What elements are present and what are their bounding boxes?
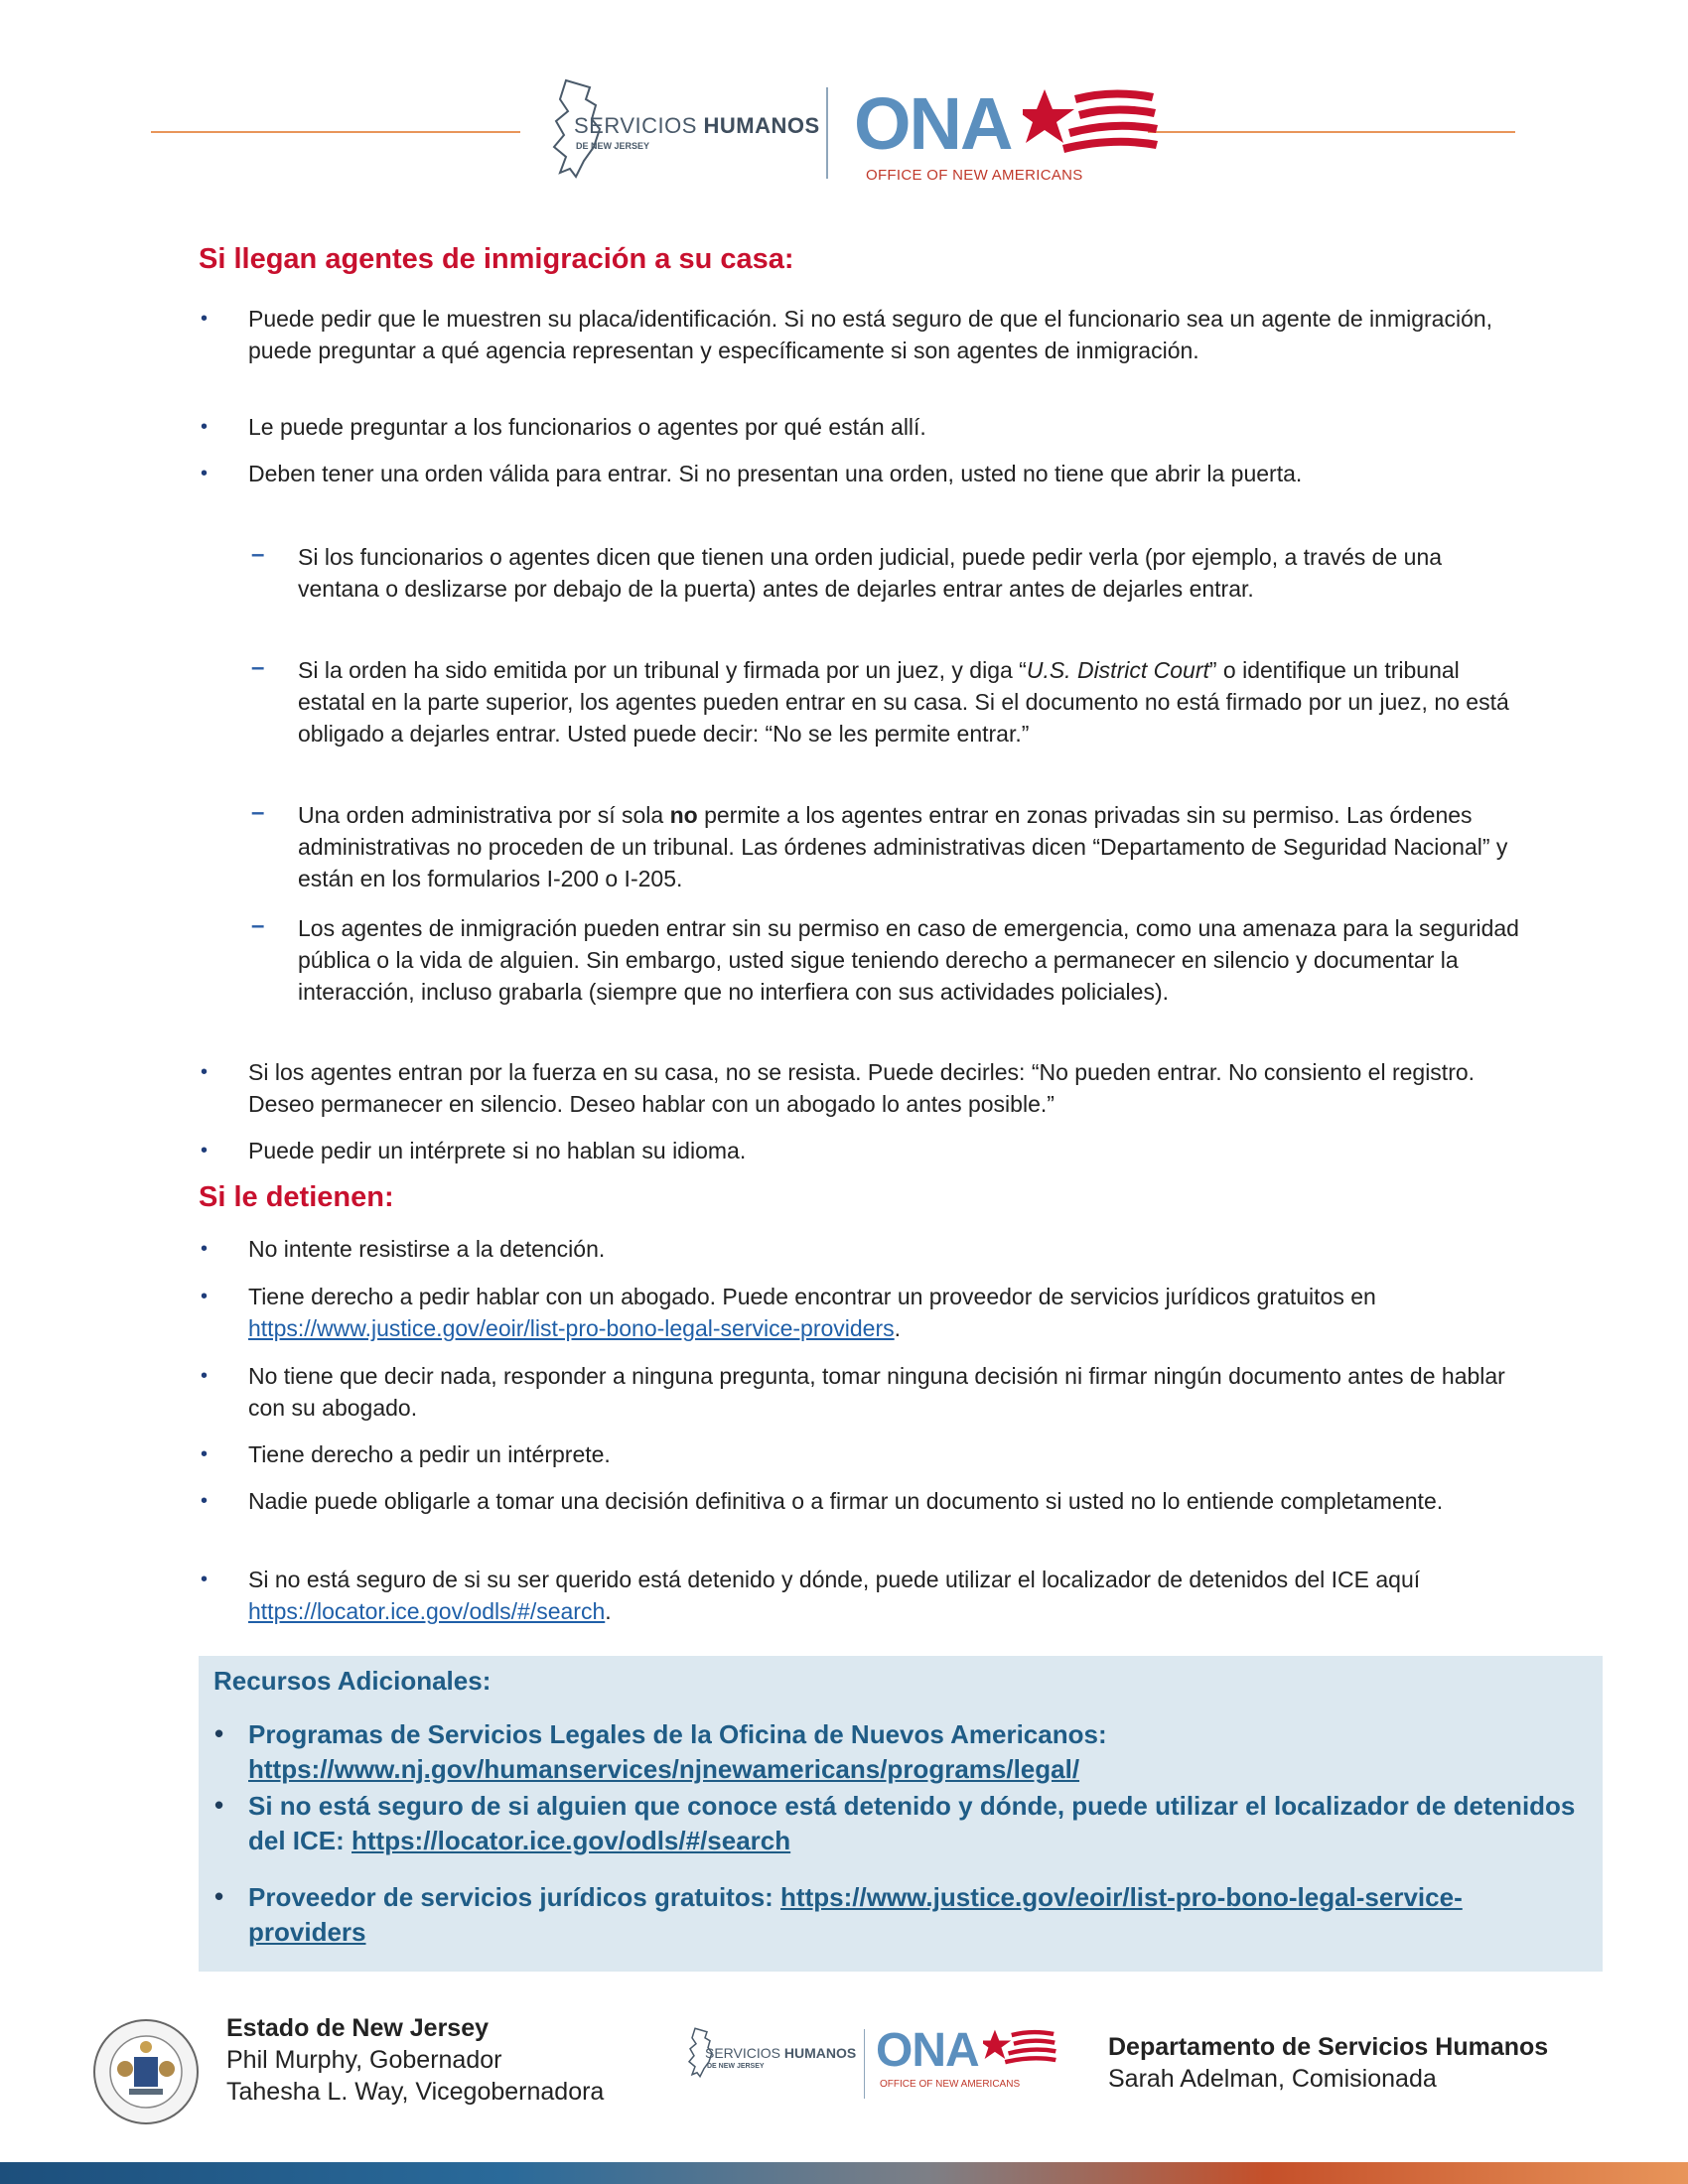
bullet-icon: • [201, 1365, 209, 1387]
footer-ona-letters: ONA [876, 2024, 979, 2077]
ice-locator-resource-link[interactable]: https://locator.ice.gov/odls/#/search [352, 1826, 791, 1855]
footer-governor: Phil Murphy, Gobernador [226, 2046, 502, 2074]
list-item: • No intente resistirse a la detención. [248, 1233, 1529, 1265]
footer-department-title: Departamento de Servicios Humanos [1108, 2033, 1549, 2061]
list-item: • Si no está seguro de si su ser querido está detenido y dónde, puede utilizar el localizador de detenidos del ICE aquí https://locator.ice.gov/odls/#/search. [248, 1564, 1529, 1627]
sub-list-item: – Si los funcionarios o agentes dicen que tienen una orden judicial, puede pedir verla (por ejemplo, a través de una ventana o deslizarse por debajo de la puerta) antes de dejarles entrar antes de dejarles entrar. [251, 541, 1443, 602]
section-heading-home: Si llegan agentes de inmigración a su casa: [199, 243, 794, 275]
resource-item: • Programas de Servicios Legales de la Oficina de Nuevos Americanos: https://www.nj.gov/humanservices/njnewamericans/programs/legal/ [214, 1718, 1107, 1784]
footer-dhs-logo-subtext: DE NEW JERSEY [707, 2063, 765, 2070]
ona-logo [854, 83, 1152, 193]
ona-logo-subtext: OFFICE OF NEW AMERICANS [866, 167, 1083, 184]
legal-programs-link[interactable]: https://www.nj.gov/humanservices/njnewamericans/programs/legal/ [248, 1754, 1080, 1784]
dash-icon: – [251, 654, 265, 681]
bullet-icon: • [201, 1443, 209, 1465]
nj-state-seal-icon [91, 2017, 201, 2126]
footer-dhs-logo-text: SERVICIOS HUMANOS [705, 2045, 857, 2061]
dhs-logo [546, 77, 824, 187]
footer-logos [685, 2023, 1062, 2113]
flag-star-icon [1023, 83, 1162, 159]
ice-locator-link[interactable]: https://locator.ice.gov/odls/#/search [248, 1598, 606, 1624]
footer-logo-divider [864, 2029, 865, 2099]
bullet-icon: • [201, 416, 209, 438]
dash-icon: – [251, 912, 265, 939]
header-rule-left [151, 131, 520, 133]
dash-icon: – [251, 541, 265, 568]
bullet-icon: • [201, 463, 209, 484]
bullet-icon: • [201, 1286, 209, 1307]
list-item: • Le puede preguntar a los funcionarios o agentes por qué están allí. [248, 411, 1529, 443]
ona-logo-letters: ONA [854, 82, 1012, 165]
flag-star-icon [983, 2025, 1058, 2069]
list-item: • Deben tener una orden válida para entrar. Si no presentan una orden, usted no tiene que abrir la puerta. [248, 458, 1529, 489]
footer-ona-subtext: OFFICE OF NEW AMERICANS [880, 2079, 1021, 2090]
resource-item: • Si no está seguro de si alguien que conoce está detenido y dónde, puede utilizar el localizador de detenidos del ICE: https://locator.ice.gov/odls/#/search [214, 1790, 1576, 1855]
section-heading-detained: Si le detienen: [199, 1181, 394, 1213]
sub-list-item: – Los agentes de inmigración pueden entrar sin su permiso en caso de emergencia, como una amenaza para la seguridad pública o la vida de alguien. Sin embargo, usted sigue teniendo derecho a permanecer en silencio y documentar la interacción, incluso grabarla (siempre que no interfiera con sus actividades policiales). [251, 912, 1519, 1005]
resources-title: Recursos Adicionales: [213, 1666, 492, 1696]
footer-state-title: Estado de New Jersey [226, 2014, 490, 2042]
bullet-icon: • [201, 1140, 209, 1161]
bullet-icon: • [201, 1061, 209, 1083]
list-item: • Puede pedir que le muestren su placa/identificación. Si no está seguro de que el funcionario sea un agente de inmigración, puede preguntar a qué agencia representan y específicamente si son agentes de inmigración. [248, 303, 1529, 366]
resources-box [199, 1656, 1603, 1972]
list-item: • Tiene derecho a pedir hablar con un abogado. Puede encontrar un proveedor de servicios jurídicos gratuitos en https://www.justice.gov/eoir/list-pro-bono-legal-service-providers. [248, 1281, 1529, 1344]
pro-bono-link[interactable]: https://www.justice.gov/eoir/list-pro-bono-legal-service-providers [248, 1315, 895, 1341]
footer-color-bar [0, 2162, 1688, 2184]
sub-list-item: – Una orden administrativa por sí sola no permite a los agentes entrar en zonas privadas sin su permiso. Las órdenes administrativas no proceden de un tribunal. Las órdenes administrativas dicen “Departamento de Seguridad Nacional” y están en los formularios I-200 o I-205. [251, 799, 1508, 891]
pro-bono-resource-link[interactable]: https://www.justice.gov/eoir/list-pro-bono-legal-service-providers [248, 1882, 1463, 1947]
bullet-icon: • [201, 1238, 209, 1260]
bullet-icon: • [201, 1490, 209, 1512]
dhs-logo-subtext: DE NEW JERSEY [576, 141, 650, 151]
footer-department-block [1108, 2031, 1548, 2095]
list-item: • No tiene que decir nada, responder a ninguna pregunta, tomar ninguna decisión ni firmar ningún documento antes de hablar con su abogado. [248, 1360, 1529, 1424]
resource-item: • Proveedor de servicios jurídicos gratuitos: https://www.justice.gov/eoir/list-pro-bono-legal-service-providers [214, 1881, 1463, 1947]
bullet-icon: • [201, 1569, 209, 1590]
bullet-icon: • [201, 308, 209, 330]
list-item: • Nadie puede obligarle a tomar una decisión definitiva o a firmar un documento si usted no lo entiende completamente. [248, 1485, 1529, 1517]
header-rule-right [1148, 131, 1515, 133]
sub-list-item: – Si la orden ha sido emitida por un tribunal y firmada por un juez, y diga “U.S. District Court” o identifique un tribunal estatal en la parte superior, los agentes pueden entrar en su casa. Si el documento no está firmado por un juez, no está obligado a dejarles entrar. Usted puede decir: “No se les permite entrar.” [251, 654, 1509, 747]
dhs-logo-text: SERVICIOS HUMANOS [574, 113, 820, 138]
list-item: • Tiene derecho a pedir un intérprete. [248, 1438, 1529, 1470]
list-item: • Si los agentes entran por la fuerza en su casa, no se resista. Puede decirles: “No pueden entrar. No consiento el registro. Deseo permanecer en silencio. Deseo hablar con un abogado lo antes posible.” [248, 1056, 1529, 1120]
footer-commissioner: Sarah Adelman, Comisionada [1108, 2065, 1437, 2093]
bullet-icon: • [214, 1718, 224, 1748]
footer-lt-governor: Tahesha L. Way, Vicegobernadora [226, 2078, 605, 2106]
list-item: • Puede pedir un intérprete si no hablan su idioma. [248, 1135, 1529, 1166]
bullet-icon: • [214, 1881, 224, 1911]
footer-state-block [226, 2012, 604, 2108]
bullet-icon: • [214, 1790, 224, 1820]
dash-icon: – [251, 799, 265, 826]
logo-divider [826, 87, 828, 179]
